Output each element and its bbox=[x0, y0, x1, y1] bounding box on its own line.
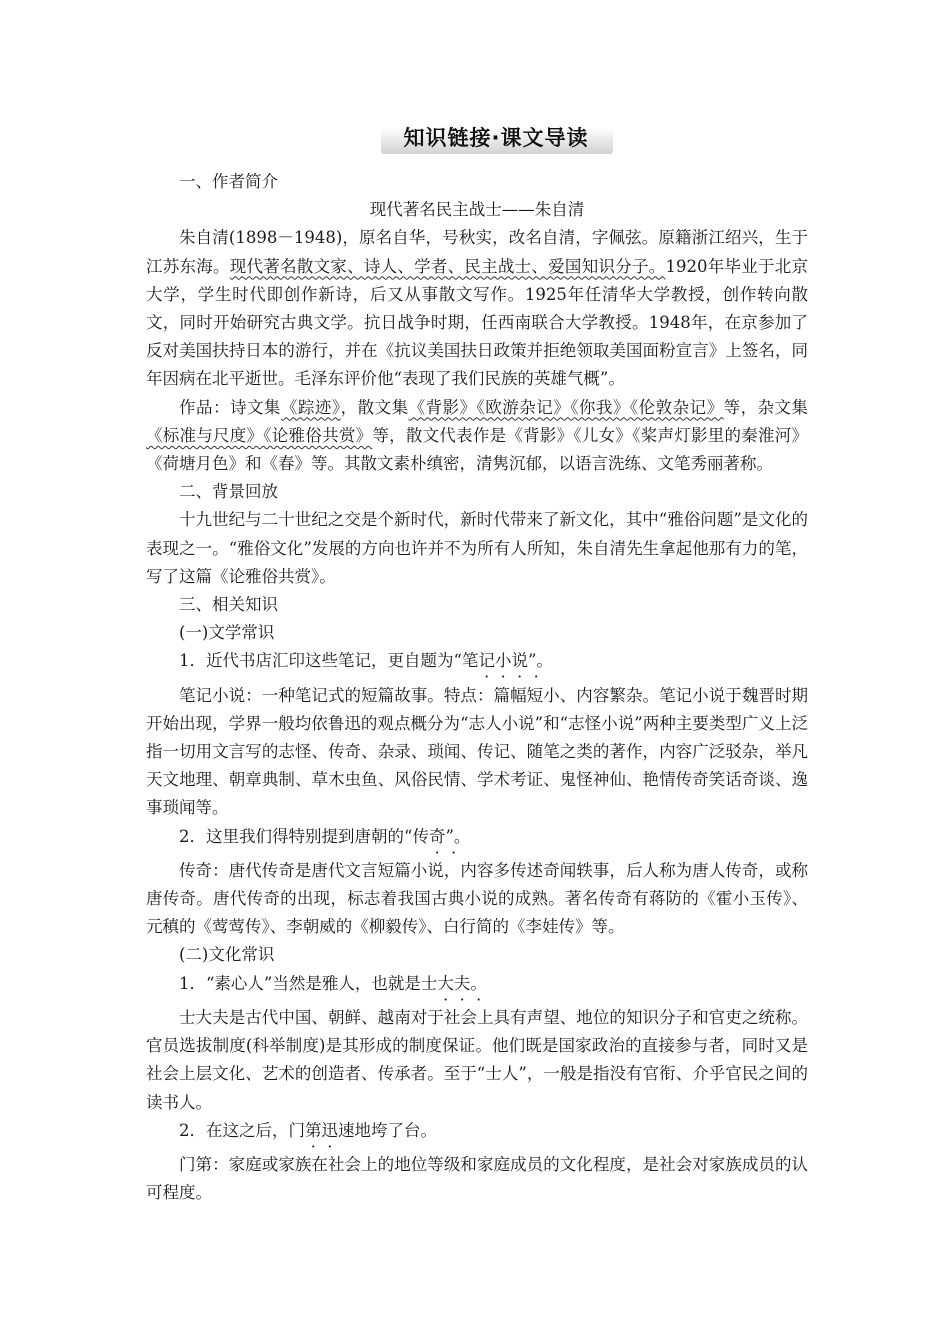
item-4 bbox=[146, 1117, 808, 1145]
author-intro: 朱自清(1898－1948)，原名自华，号秋实，改名自清，字佩弦。原籍浙江绍兴，生于江苏东海。 bbox=[146, 228, 808, 276]
item-1 bbox=[146, 647, 808, 675]
item-4-explanation: 门第：家庭或家族在社会上的地位等级和家庭成员的文化程度，是社会对家族成员的认可程度。 bbox=[146, 1154, 808, 1203]
term-char: 说 bbox=[511, 651, 528, 671]
item-4-prefix: 2．在这之后， bbox=[179, 1120, 289, 1140]
author-heading: 一、作者简介 bbox=[179, 172, 278, 191]
term-char: 小 bbox=[494, 651, 512, 671]
item-1-term bbox=[462, 651, 528, 670]
term-char: 大 bbox=[437, 973, 454, 993]
author-bio: 1920年毕业于北京大学，学生时代即创作新诗，后又从事散文写作。1925年任清华大学教授，创作转向散文，同时开始研究古典文学。抗日战争时期，任西南联合大学教授。1948年，在京参加了反对美国扶持日本的游行，并在《抗议美国扶日政策并拒绝领取美国面粉宣言》上签名，同年因病在北平逝世。毛泽东评价他“表现了我们民族的英雄气概”。 bbox=[146, 256, 809, 389]
item-2-prefix: 2．这里我们得特别提到唐朝的“ bbox=[179, 826, 413, 846]
author-subtitle: 现代著名民主战士——朱自清 bbox=[369, 200, 585, 220]
culture-heading: (二)文化常识 bbox=[179, 945, 275, 965]
term-char: 笔 bbox=[461, 651, 479, 671]
item-4-suffix: 迅速地垮了台。 bbox=[321, 1120, 437, 1140]
term-char: 奇 bbox=[428, 826, 446, 846]
item-3-prefix: 1．“素心人”当然是雅人，也就是 bbox=[179, 973, 421, 993]
author-paragraph bbox=[146, 224, 808, 393]
term-char: 第 bbox=[305, 1120, 322, 1140]
page-title: 知识链接·课文导读 bbox=[403, 126, 589, 150]
item-2-suffix: ”。 bbox=[445, 826, 471, 846]
item-2-explanation: 传奇：唐代传奇是唐代文言短篇小说，内容多传述奇闻轶事，后人称为唐人传奇，或称唐传奇。唐代传奇的出现，标志着我国古典小说的成熟。著名传奇有蒋防的《霍小玉传》、元稹的《莺莺传》、李朝威的《柳毅传》、白行简的《李娃传》等。 bbox=[146, 860, 808, 937]
works-text-a: 作品：诗文集 bbox=[179, 397, 281, 417]
works-essay-collections: 《标准与尺度》《论雅俗共赏》 bbox=[146, 425, 373, 445]
works-text-e: 等，杂文集 bbox=[723, 397, 809, 417]
item-2-term bbox=[412, 827, 445, 846]
item-3-suffix: 。 bbox=[470, 973, 487, 993]
works-text-c: ，散文集 bbox=[340, 397, 409, 417]
works-text-g: 等，散文代表作是《背影》《儿女》《桨声灯影里的秦淮河》《荷塘月色》和《春》等。其散文素朴缜密，清隽沉郁，以语言洗练、文笔秀丽著称。 bbox=[146, 425, 809, 474]
background-heading: 二、背景回放 bbox=[179, 482, 278, 502]
item-3-explanation: 士大夫是古代中国、朝鲜、越南对于社会上具有声望、地位的知识分子和官吏之统称。官员选拔制度(科举制度)是其形成的制度保证。他们既是国家政治的直接参与者，同时又是社会上层文化、艺术的创造者、传承者。至于“士人”，一般是指没有官衔、介乎官民之间的读书人。 bbox=[146, 1007, 808, 1112]
item-2 bbox=[146, 823, 808, 851]
literature-heading: (一)文学常识 bbox=[179, 623, 275, 643]
item-4-term bbox=[289, 1121, 322, 1140]
works-prose-collections: 《背影》《欧游杂记》《你我》《伦敦杂记》 bbox=[408, 397, 724, 417]
term-char: 夫 bbox=[453, 973, 471, 993]
term-char: 记 bbox=[478, 651, 495, 671]
term-char: 传 bbox=[412, 826, 429, 846]
term-char: 士 bbox=[420, 973, 438, 993]
term-char: 门 bbox=[288, 1120, 305, 1140]
related-heading: 三、相关知识 bbox=[179, 595, 278, 615]
background-paragraph: 十九世纪与二十世纪之交是个新时代，新时代带来了新文化，其中“雅俗问题”是文化的表现之一。“雅俗文化”发展的方向也许并不为所有人所知，朱自清先生拿起他那有力的笔，写了这篇《论雅俗共赏》。 bbox=[146, 510, 808, 586]
item-3-term bbox=[421, 974, 471, 993]
author-identity-underlined: 现代著名散文家、诗人、学者、民主战士、爱国知识分子。 bbox=[229, 256, 666, 276]
item-3 bbox=[146, 970, 808, 998]
item-1-explanation: 笔记小说：一种笔记式的短篇故事。特点：篇幅短小、内容繁杂。笔记小说于魏晋时期开始出现，学界一般均依鲁迅的观点概分为“志人小说”和“志怪小说”两种主要类型广义上泛指一切用文言写的志怪、传奇、杂录、琐闻、传记、随笔之类的著作，内容广泛驳杂，举凡天文地理、朝章典制、草木虫鱼、风俗民情、学术考证、鬼怪神仙、艳情传奇笑话奇谈、逸事琐闻等。 bbox=[146, 685, 808, 818]
item-1-suffix: ”。 bbox=[527, 651, 553, 671]
item-1-prefix: 1．近代书店汇印这些笔记，更自题为“ bbox=[179, 651, 462, 671]
works-poetry-collection: 《踪迹》 bbox=[280, 397, 341, 417]
document-body bbox=[146, 168, 808, 1207]
works-paragraph bbox=[146, 394, 808, 479]
